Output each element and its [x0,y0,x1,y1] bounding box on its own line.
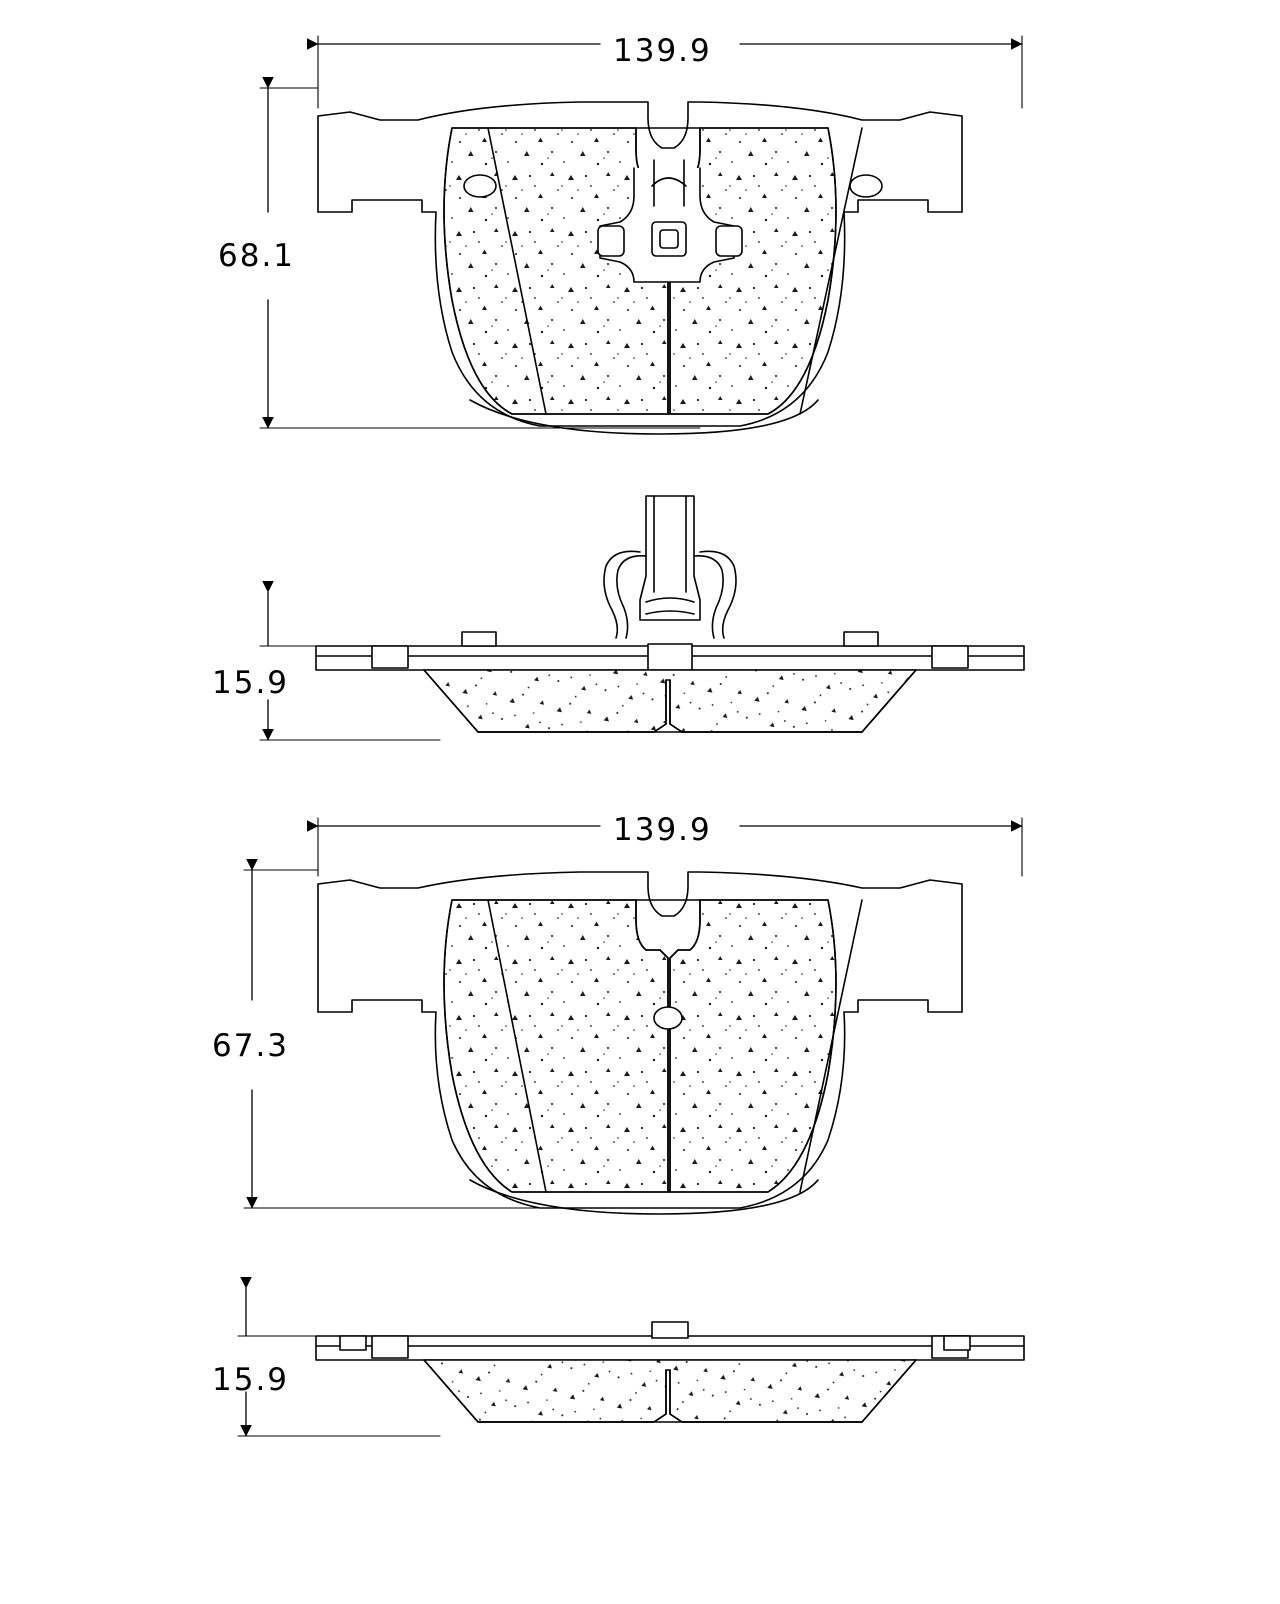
view-1-front-pad [318,102,962,434]
dimension-label-width-1: 139.9 [613,33,712,69]
dimension-label-width-2: 139.9 [613,812,712,848]
dimension-label-thickness-1: 15.9 [212,665,290,701]
dimension-label-thickness-2: 15.9 [212,1362,290,1398]
dimension-label-height-2: 67.3 [212,1028,290,1064]
view-3-front-pad [318,872,962,1214]
view-4-edge-pad [316,1322,1024,1422]
view-2-edge-pad [316,496,1024,732]
dimension-label-height-1: 68.1 [218,238,296,274]
